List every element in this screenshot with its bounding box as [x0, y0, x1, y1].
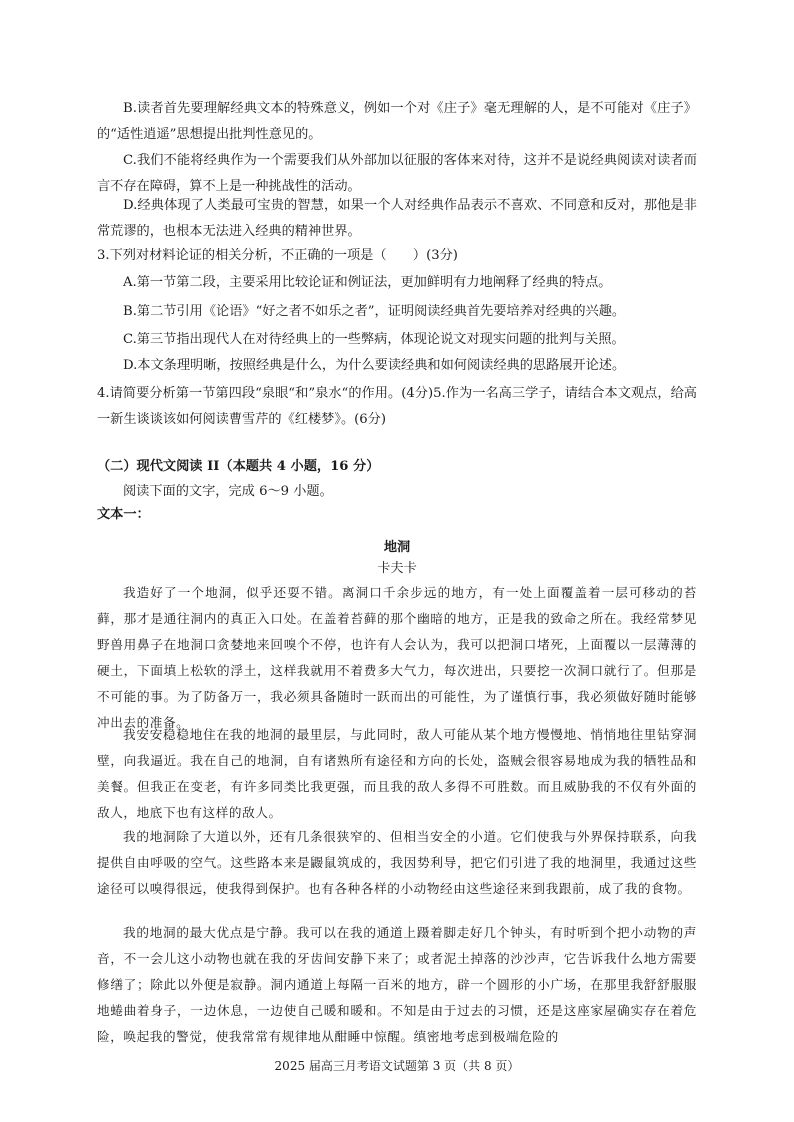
story-paragraph-1: 我造好了一个地洞，似乎还耍不错。离洞口千余步远的地方，有一处上面覆盖着一层可移动的苔藓，那才是通往洞内的真正入口处。在盖着苔藓的那个幽暗的地方，正是我的致命之所在。我经常梦见野兽用鼻子在地洞口贪婪地来回嗅个不停，也许有人会认为，我可以把洞口堵死，上面覆以一层薄薄的硬土，下面填上松软的浮土，这样我就用不着费多大气力，每次进出，只要挖一次洞口就行了。但那是不可能的事。为了防备万一，我必须具备随时一跃而出的可能性，为了谨慎行事，我必须做好随时能够冲出去的准备。: [97, 585, 697, 730]
q3-option-d: D.本文条理明晰，按照经典是什么，为什么要读经典和如何阅读经典的思路展开论述。: [123, 358, 626, 373]
q4-q5-text: 4.请简要分析第一节第四段“泉眼“和”泉水“的作用。(4分)5.作为一名高三学子，请结合本文观点，给高一新生谈谈该如何阅读曹雪芹的《红楼梦》。(6分): [97, 386, 697, 427]
q2-option-d: D.经典体现了人类最可宝贵的智慧，如果一个人对经典作品表示不喜欢、不同意和反对，那他是非常荒谬的，也根本无法进入经典的精神世界。: [97, 198, 697, 239]
story-paragraph-3: 我的地洞除了大道以外，还有几条很狭窄的、但相当安全的小道。它们使我与外界保持联系，向我提供自由呼吸的空气。这些路本来是鼹鼠筑成的，我因势利导，把它们引进了我的地洞里，我通过这些途径可以嗅得很远，使我得到保护。也有各种各样的小动物经由这些途径来到我跟前，成了我的食物。: [97, 829, 697, 896]
story-title: 地洞: [383, 540, 411, 555]
story-paragraph-4: 我的地洞的最大优点是宁静。我可以在我的通道上蹑着脚走好几个钟头，有时听到个把小动物的声音，不一会儿这小动物也就在我的牙齿间安静下来了；或者泥土掉落的沙沙声，它告诉我什么地方需要修缮了；除此以外便是寂静。洞内通道上每隔一百米的地方，辟一个圆形的小广场，在那里我舒舒服服地蜷曲着身子，一边休息，一边使自己暖和暖和。不知是由于过去的习惯，还是这座家屋确实存在着危险，唤起我的警觉，使我常常有规律地从酣睡中惊醒。缜密地考虑到极端危险的: [97, 925, 697, 1044]
q2-option-c: C.我们不能将经典作为一个需要我们从外部加以征服的客体来对待，这并不是说经典阅读对读者而言不存在障碍，算不上是一种挑战性的活动。: [97, 153, 697, 194]
q3-option-a: A.第一节第二段，主要采用比较论证和例证法，更加鲜明有力地阐释了经典的特点。: [123, 275, 612, 290]
story-author: 卡夫卡: [377, 561, 417, 576]
text-label: 文本一：: [97, 507, 150, 522]
story-paragraph-2: 我安安稳稳地住在我的地洞的最里层，与此同时，敌人可能从某个地方慢慢地、悄悄地往里钻穿洞壁，向我逼近。我在自己的地洞，自有诸熟所有途径和方向的长处，盗贼会很容易地成为我的牺牲品和美餐。但我正在变老，有许多同类比我更强，而且我的敌人多得不可胜数。而且威胁我的不仅有外面的敌人，地底下也有这样的敌人。: [97, 727, 697, 820]
section2-instruction: 阅读下面的文字，完成 6～9 小题。: [123, 484, 333, 499]
q2-option-b: B.读者首先要理解经典文本的特殊意义，例如一个对《庄子》毫无理解的人，是不可能对《庄子》的“适性逍遥”思想提出批判性意见的。: [97, 101, 697, 142]
page-footer: 2025 届高三月考语文试题第 3 页（共 8 页）: [274, 1059, 520, 1073]
q3-stem: 3.下列对材料论证的相关分析，不正确的一项是（ ）(3分): [97, 248, 458, 263]
q3-option-c: C.第三节指出现代人在对待经典上的一些弊病，体现论说文对现实问题的批判与关照。: [123, 332, 625, 347]
q3-option-b: B.第二节引用《论语》“好之者不如乐之者”，证明阅读经典首先要培养对经典的兴趣。: [123, 304, 626, 319]
section2-heading: （二）现代文阅读 II（本题共 4 小题，16 分）: [97, 459, 380, 474]
